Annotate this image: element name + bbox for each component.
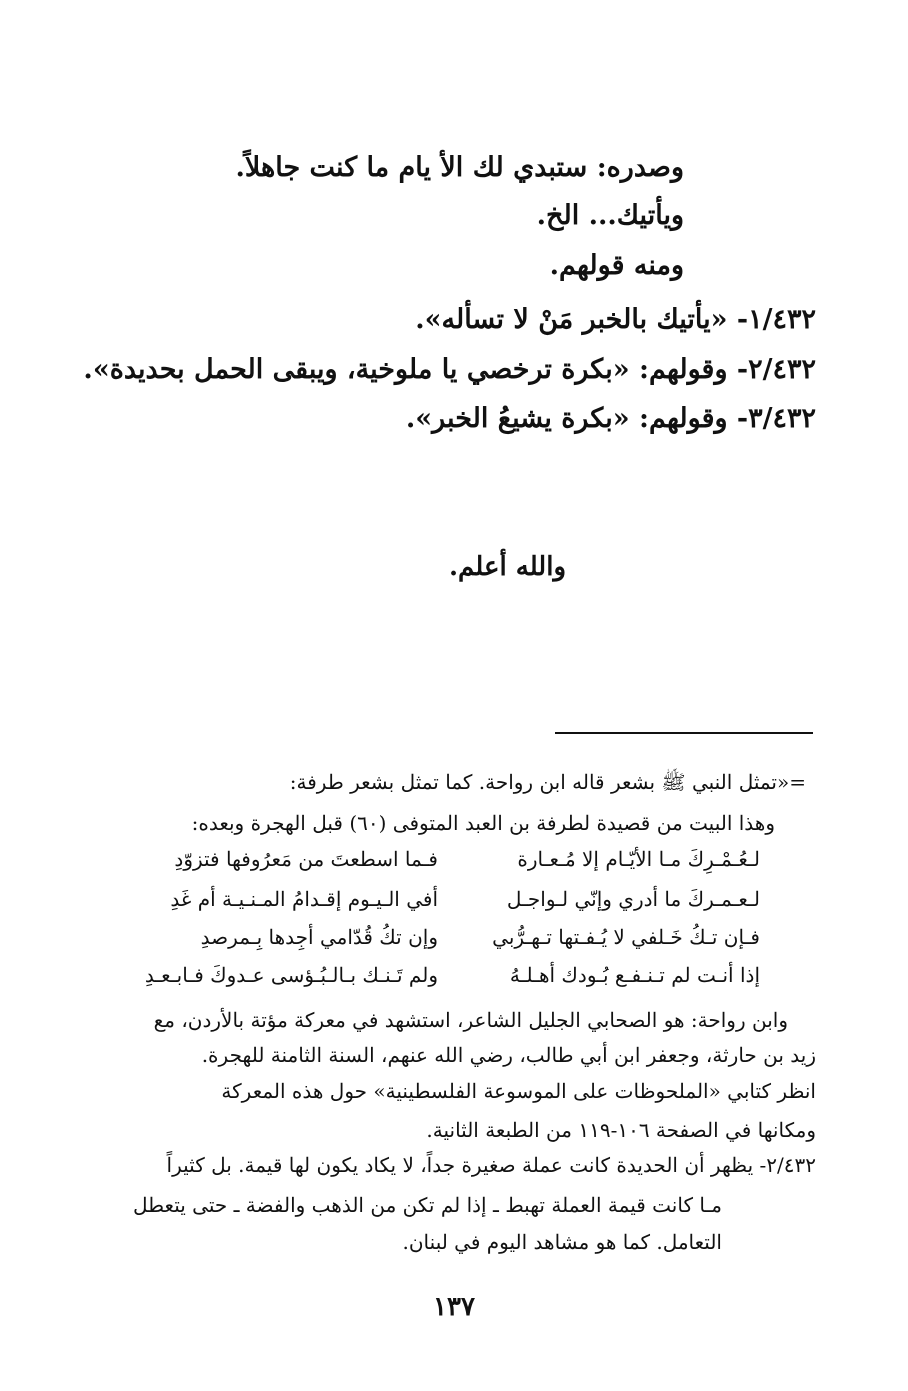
footnote-intro-2: وهذا البيت من قصيدة لطرفة بن العبد المتوفى (٦٠) قبل الهجرة وبعده: — [191, 811, 775, 835]
main-line-4: ١/٤٣٢- «يأتيك بالخبر مَنْ لا تسأله». — [415, 304, 816, 335]
footnote-after-6: مـا كانت قيمة العملة تهبط ـ إذا لم تكن من الذهب والفضة ـ حتى يتعطل — [133, 1193, 722, 1217]
main-line-1: وصدره: ستبدي لك الأ يام ما كنت جاهلاً. — [235, 152, 684, 183]
main-line-5: ٢/٤٣٢- وقولهم: «بكرة ترخصي يا ملوخية، ويبقى الحمل بحديدة». — [83, 354, 816, 385]
main-line-6: ٣/٤٣٢- وقولهم: «بكرة يشيعُ الخبر». — [405, 403, 816, 434]
verse-4-second: ولم تَـنـك بـالـبُـؤسى عـدوكَ فـابـعـدِ — [144, 963, 438, 987]
footnote-after-4: ومكانها في الصفحة ١٠٦-١١٩ من الطبعة الثانية. — [426, 1118, 816, 1142]
verse-2-second: أفي الـيـوم إقـدامُ المـنـيـة أم غَدِ — [170, 887, 438, 911]
footnote-after-1: وابن رواحة: هو الصحابي الجليل الشاعر، استشهد في معركة مؤتة بالأردن، مع — [153, 1008, 788, 1032]
footnote-after-5: ٢/٤٣٢- يظهر أن الحديدة كانت عملة صغيرة جداً، لا يكاد يكون لها قيمة. بل كثيراً — [166, 1153, 816, 1177]
page-number: ١٣٧ — [433, 1292, 475, 1322]
verse-3-second: وإن تكُ قُدّامي أجِدها بِـمرصدِ — [200, 925, 438, 949]
verse-4-first: إذا أنـت لم تـنـفـع بُـودك أهـلـهُ — [509, 963, 760, 987]
verse-1-second: فـما اسطعتَ من مَعرُوفها فتزوّدِ — [174, 847, 438, 871]
footnote-after-3: انظر كتابي «الملحوظات على الموسوعة الفلسطينية» حول هذه المعركة — [221, 1079, 816, 1103]
closing-phrase: والله أعلم. — [449, 552, 566, 582]
main-line-2: ويأتيك... الخ. — [536, 200, 684, 231]
verse-1-first: لـعُـمْـرِكَ مـا الأيّـام إلا مُـعـارة — [517, 847, 760, 871]
footnote-intro-1: =«تمثل النبي ﷺ بشعر قاله ابن رواحة. كما تمثل بشعر طرفة: — [289, 770, 806, 794]
verse-3-first: فـإن تـكُ خَـلفي لا يُـفـتها تـهـرُّبي — [492, 925, 760, 949]
verse-2-first: لـعـمـركَ ما أدري وإنّي لـواجـل — [506, 887, 760, 911]
footnote-after-2: زيد بن حارثة، وجعفر ابن أبي طالب، رضي الله عنهم، السنة الثامنة للهجرة. — [201, 1043, 816, 1067]
main-line-3: ومنه قولهم. — [549, 250, 684, 281]
footnote-separator — [555, 732, 813, 734]
footnote-after-7: التعامل. كما هو مشاهد اليوم في لبنان. — [402, 1230, 722, 1254]
